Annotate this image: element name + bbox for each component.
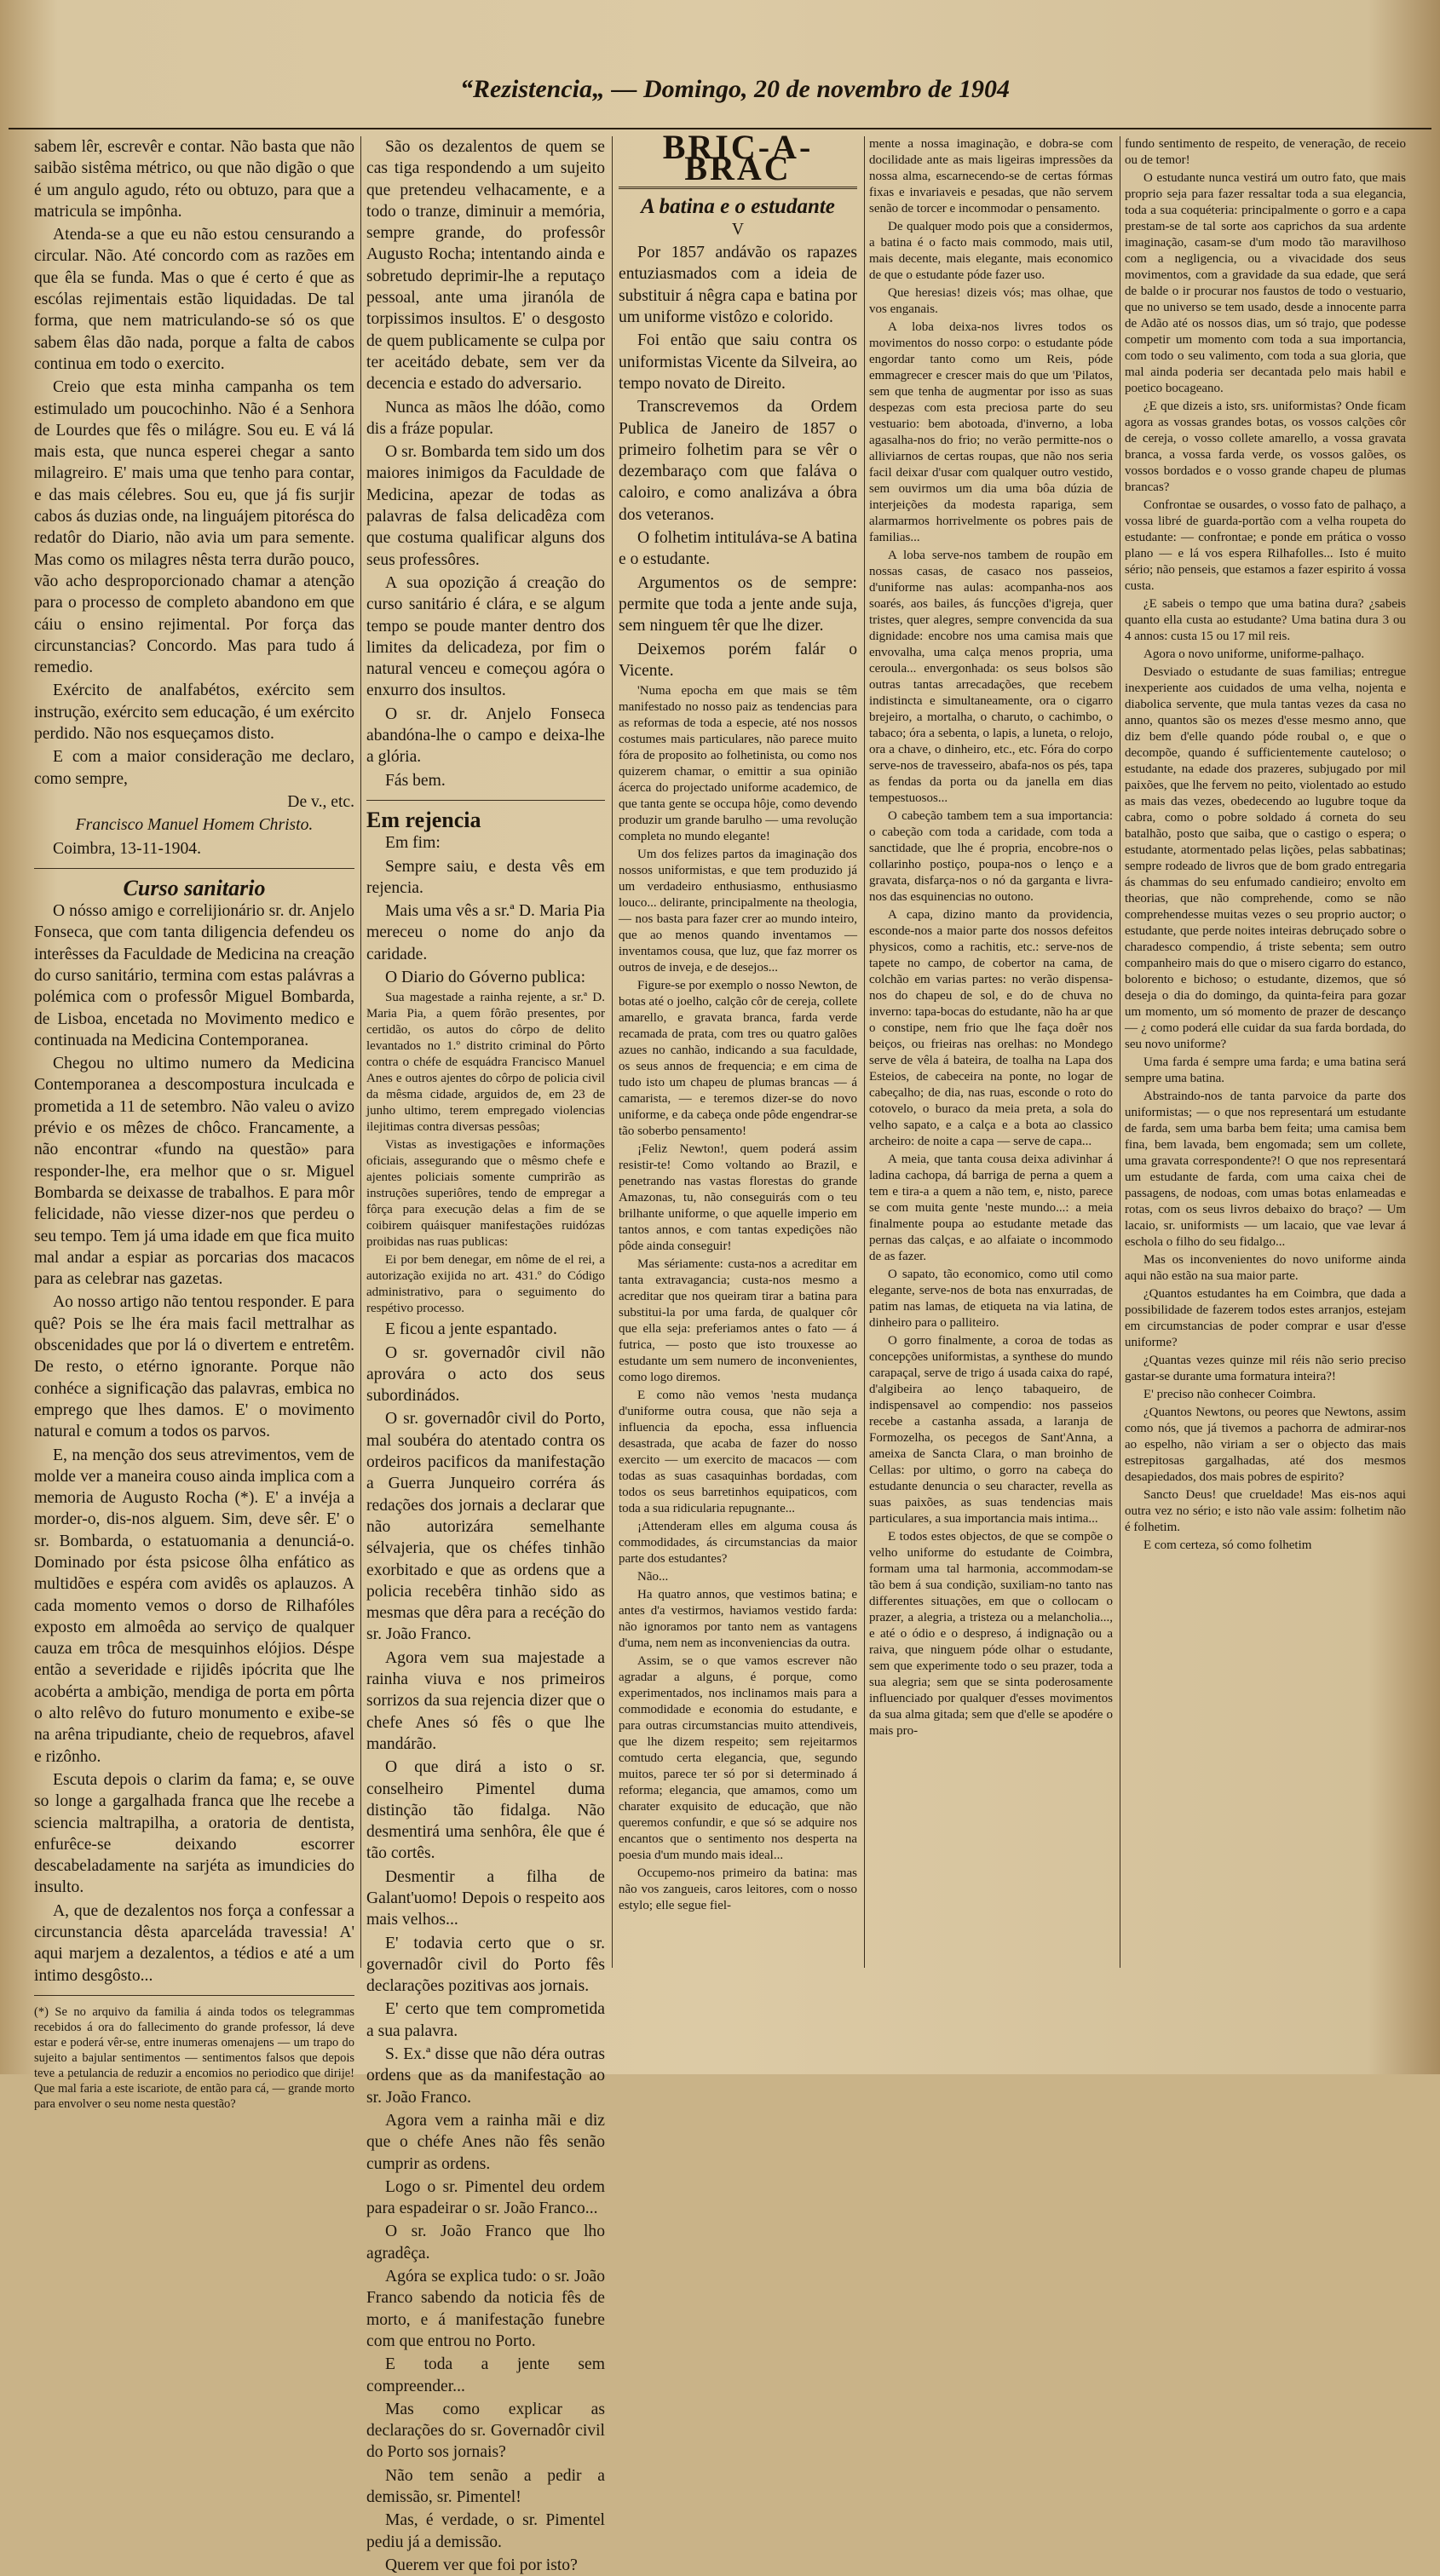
col2-paragraph: Querem ver que foi por isto? (385, 2556, 578, 2574)
col5-paragraph: Agora o novo uniforme, uniforme-palhaço. (1143, 647, 1365, 661)
col5-paragraph: Confrontae se ousardes, o vosso fato de palhaço, a vossa libré de guarda-portão com a velha roupeta do estudante: — confrontae; e ponde em prática o vosso plano — e lá vos espera Rilhafolles... Isto é muito sério; não penseis, que estamos a fazer espirito á vossa custa. (1125, 498, 1406, 593)
col4-paragraph: O gorro finalmente, a coroa de todas as concepções uniformistas, a synthese do mundo carapaçal, serve de trigo á usada caixa do rapé, d'algibeira ao lenço tabaqueiro, de indispensavel ao compendio: nos passeios recebe a castanha assada, a laranja de Formozelha, os pecegos de Sant'Anna, a ameixa de Sancta Clara, o man broinho de Cellas: por ultimo, o gorro na cabeça do estudante denuncia o seu character, revella as suas paixões, as suas tendencias mais particulares, a sua importancia mais intima... (869, 1334, 1113, 1526)
col1-paragraph: A, que de dezalentos nos força a confessar a circunstancia dêsta aparceláda travessia! A' aqui marjem a dezalentos, a tédios e até a um intimo desgôsto... (34, 1901, 354, 1985)
col5-paragraph: fundo sentimento de respeito, de veneração, de receio ou de temor! (1125, 137, 1406, 167)
col2-paragraph: Agóra se explica tudo: o sr. João Franco sabendo da noticia fês de morto, e á manifestação funebre com que entrou no Porto. (366, 2268, 605, 2350)
footnote: (*) Se no arquivo da familia á ainda todos os telegrammas recebidos á ora do fallecimento do grande professor, lá deve estar e poderá vêr-se, entre inumeras omenajens — um trapo do sujeito a bajular sentimentos — sentimentos falsos que depois teve a petulancia de reduzir a encomios no periodico que dirije! Que mal faria a este iscariote, de então para cá, — grande morto para envolver o seu nome nesta questão? (34, 2004, 354, 2111)
col3-paragraph: Transcrevemos da Ordem Publica de Janeiro de 1857 o primeiro folhetim para se vêr o dezembaraço com que faláva o caloiro, e como analizáva a óbra dos veteranos. (619, 398, 857, 524)
col5-paragraph: O estudante nunca vestirá um outro fato, que mais proprio seja para fazer ressaltar toda a sua elegancia, toda a sua coquéteria: principalmente o gorro e a capa prestam-se de tal sorte aos caprichos da sua ardente imaginação, casam-se d'um modo tão maravilhoso com a negligencia, ou a vivacidade dos seus movimentos, com a gravidade da sua edade, que será de balde o ir procurar nos faustos de todo o vestuario, que no universo se tem usado, desde a innocente parra de Adão até os nossos dias, um só trajo, que podesse competir um momento com toda a sua importancia, com todo o seu valimento, com toda a sua gloria, que mal ainda poderia ser decantada pelo mais habil e poetico bocageano. (1125, 171, 1406, 395)
col4-paragraph: Que heresias! dizeis vós; mas olhae, que vos enganais. (869, 286, 1113, 316)
col2-paragraph: O sr. João Franco que lho agradêça. (366, 2222, 605, 2263)
col2-paragraph: Agora vem sua majestade a rainha viuva e nos primeiros sorrizos da sua rejencia dizer que o chefe Anes só fês o que lhe mandárão. (366, 1648, 605, 1753)
col5-paragraph: ¿Quantos Newtons, ou peores que Newtons, assim como nós, que já tivemos a pachorra de admirar-nos ao espelho, não viriam a ser o objecto das mais estrepitosas gargalhadas, até dos mesmos desapiedados, dos mais pobres de espirito? (1125, 1406, 1406, 1484)
col5-paragraph: ¿E que dizeis a isto, srs. uniformistas? Onde ficam agora as vossas grandes botas, os vossos calções côr de cereja, o vosso collete amarello, a vossa gravata branca, a vossa farda verde, os vossos galões, os vossos bordados e o vosso grande chapeu de plumas brancas? (1125, 400, 1406, 494)
col1-paragraph: Atenda-se a que eu não estou censurando a circular. Não. Até concordo com as razões em que êla se funda. Mas o que é certo é que as escólas rejimentais estão liquidadas. De tal forma, que nem matriculando-se só os que sabem êlas dão nada, porque a falta de cabos continua em todo o exercito. (34, 226, 354, 373)
col2-paragraph: Mais uma vês a sr.ª D. Maria Pia mereceu o nome do anjo da caridade. (366, 902, 605, 963)
letter-signature: Francisco Manuel Homem Christo. (75, 816, 314, 835)
col3-quote: ¡Feliz Newton!, quem poderá assim resistir-te! Como voltando ao Brazil, e penetrando nas vastas florestas do grande Amazonas, tu, não conseguirás com o teu brilhante uniforme, o que aquelle imperio em tantos annos, e com tantas expedições não pôde ainda conseguir! (619, 1142, 857, 1254)
col3-paragraph: Deixemos porém falár o Vicente. (619, 640, 857, 680)
col3-paragraph: Argumentos os de sempre: permite que toda a jente ande suja, sem ninguem têr que lhe dizer. (619, 573, 857, 635)
column-4 (869, 136, 1113, 2010)
col2-paragraph: O sr. governadôr civil não aprovára o acto dos seus subordinádos. (366, 1343, 605, 1406)
col3-quote: Figure-se por exemplo o nosso Newton, de botas até o joelho, calção côr de cereja, collete amarello, e gravata branca, farda verde recamada de prata, com tres ou quatro galões azues no canhão, indicando a sua faculdade, os seus annos de frequencia; e em cima de tudo isto um chapeu de plumas brancas — á camarista, — e teremos dizer-se do novo uniforme, e da cabeça onde pôde engendrar-se tão soberbo pensamento! (619, 979, 857, 1139)
col2-paragraph: O Diario do Góverno publica: (385, 968, 586, 986)
col2-paragraph: S. Ex.ª disse que não déra outras ordens que as da manifestação ao sr. João Franco. (366, 2045, 605, 2107)
col2-paragraph: Sempre saiu, e desta vês em rejencia. (366, 857, 605, 897)
col4-paragraph: A meia, que tanta cousa deixa adivinhar á ladina cachopa, dá barriga de perna a quem a tem e tira-a a quem a não tem, e, nisto, parece se com muita gente 'neste mundo...: a meia finalmente poupa ao estudante metade das pernas das calças, e ao alfaiate o incommodo de as fazer. (869, 1153, 1113, 1263)
col2-paragraph: Desmentir a filha de Galant'uomo! Depois o respeito aos mais velhos... (366, 1867, 605, 1929)
column-separator (360, 136, 361, 1968)
col2-quote: Ei por bem denegar, em nôme de el rei, a autorização exijida no art. 431.º do Código administrativo, para o seguimento do respétivo processo. (366, 1253, 605, 1316)
column-separator (612, 136, 613, 1968)
col2-paragraph: Mas, é verdade, o sr. Pimentel pediu já a demissão. (366, 2511, 605, 2551)
col3-quote: Um dos felizes partos da imaginação dos nossos uniformistas, e que tem produzido já um verdadeiro enthusiasmo, enthusiasmo louco... delirante, principalmente na theologia, — nos basta para fazer crer ao mundo inteiro, que ao menos quando inventamos — inventamos cousa, que luz, que faz morrer os outros de inveja, e de desejos... (619, 848, 857, 975)
col1-paragraph: Exército de analfabétos, exército sem instrução, exército sem educação, é um exército perdido. Não nos esqueçamos disto. (34, 681, 354, 744)
col5-paragraph: Sancto Deus! que crueldade! Mas eis-nos aqui outra vez no sério; e isto não vale assim: folhetim não é folhetim. (1125, 1488, 1406, 1534)
col2-quote: Sua magestade a rainha rejente, a sr.ª D. Maria Pia, a quem fôrão presentes, por certidão, os autos do côrpo de delito levantados no 1.º distrito criminal do Pôrto contra o chéfe de esquádra Francisco Manuel Anes e outros ajentes do côrpo de policia civil da mêsma cidade, arguidos de, em 23 de junho ultimo, terem empregado violencias ilejitimas contra diversas pessôas; (366, 991, 605, 1135)
col2-paragraph: A sua opozição á creação do curso sanitário é clára, e se algum tempo se poude manter dentro dos limites da delicadeza, por fim o natural venceu e começou agóra o enxurro dos insultos. (366, 573, 605, 700)
col3-quote: Mas sériamente: custa-nos a acreditar em tanta extravagancia; custa-nos mesmo a acreditar que nos queiram tirar a batina para substitui-la por uma farda, de qualquer côr que ella seja: preferiamos antes o fato — á futrica, — posto que isto trouxesse ao estudante um sem numero de inconvenientes, como logo diremos. (619, 1257, 857, 1385)
col4-paragraph: De qualquer modo pois que a considermos, a batina é o facto mais commodo, mais util, mais decente, mais elegante, mais economico de que o estudante póde fazer uso. (869, 220, 1113, 282)
col3-quote: 'Numa epocha em que mais se têm manifestado no nosso paiz as tendencias para as reformas de toda a especie, até nos nossos costumes mais particulares, não parece muito fóra de proposito ao folhetinista, ou como nos quizerem chamar, o emittir a sua opinião ácerca do projectado uniforme academico, de que tanta gente se occupa hôje, como devendo produzir um grande barulho — uma revolução completa no mundo elegante! (619, 684, 857, 844)
col2-paragraph: Logo o sr. Pimentel deu ordem para espadeirar o sr. João Franco... (366, 2177, 605, 2218)
col2-paragraph: Fás bem. (385, 771, 446, 790)
col4-paragraph: O cabeção tambem tem a sua importancia: o cabeção com toda a caridade, com toda a sanctidade, que lhe é propria, encobre-nos o collarinho postiço, poupa-nos o lenço e a gravata, disfarça-nos o nó da garganta e livra-nos das esquinencias no outono. (869, 809, 1113, 904)
col2-paragraph: E' todavia certo que o sr. governadôr civil do Porto fês declarações pozitivas aos jornais. (366, 1934, 605, 1996)
col2-paragraph: Mas como explicar as declarações do sr. Governadôr civil do Porto sos jornais? (366, 2400, 605, 2462)
feature-masthead: BRIC-A-BRAC (662, 128, 814, 188)
col2-paragraph: Agora vem a rainha mãi e diz que o chéfe Anes não fês senão cumprir as ordens. (366, 2111, 605, 2173)
col3-paragraph: Por 1857 andávão os rapazes entuziasmados com a ideia de substituir á nêgra capa e batina por um uniforme vistôzo e colorido. (619, 244, 857, 327)
col3-quote: Occupemo-nos primeiro da batina: mas não vos zangueis, caros leitores, com o nosso estylo; elle segue fiel- (619, 1866, 857, 1913)
section-divider (366, 800, 605, 801)
column-1 (34, 136, 354, 2111)
col2-paragraph: E' certo que tem comprometida a sua palavra. (366, 2000, 605, 2040)
col4-paragraph: A capa, dizino manto da providencia, esconde-nos a maior parte dos nossos defeitos physicos, como a rachitis, etc.: serve-nos de tapete no campo, de cobertor na cama, de colchão em varias partes: no verão dispensa-nos do chapeu de sol, e do de chuva no inverno: tapa-bocas do estudante, não ha ar que o constipe, nem frio que lhe faça doêr nos beiços, ou frieiras nas orelhas: no Mondego serve de vêla á bateira, de toalha na Lapa dos Esteios, de cabeceira na ponte, no logar de cabeçalho; de dia, nas ruas, esconde o roto do cotovelo, o buraco da meia preta, a sola do velho sapato, e a calça e a bota ao classico archeiro: de noite a capa — serve de capa... (869, 908, 1113, 1148)
col5-paragraph: ¿Quantas vezes quinze mil réis não serio preciso gastar-se durante uma formatura inteira?! (1125, 1354, 1406, 1383)
col1-paragraph: sabem lêr, escrevêr e contar. Não basta que não saibão sistêma métrico, ou que não digão o que é um angulo agudo, réto ou obtuzo, para que a matricula se impônha. (34, 138, 354, 221)
letter-date: Coimbra, 13-11-1904. (53, 839, 201, 858)
col1-paragraph: Ao nosso artigo não tentou responder. E para quê? Pois se lhe éra mais facil mettralhar as obscenidades que por lá o divertem e entretêm. De resto, o etérno ignorante. Porque não conhéce a significação das palavras, embica no emprego que lhes damos. E' o movimento natural e comum a todos os parvos. (34, 1293, 354, 1441)
col3-quote: Ha quatro annos, que vestimos batina; e antes d'a vestirmos, haviamos vestido farda: não ignoramos por tanto nem as vantagens d'uma, nem nem as inconveniencias da outra. (619, 1588, 857, 1651)
col1-paragraph: Chegou no ultimo numero da Medicina Contemporanea a descompostura inculcada e prometida a 11 de setembro. Não valeu o avizo prévio e os mêzes de chôco. Francamente, a não encontrar «fundo na questão» para responder-lhe, era melhor que o sr. Miguel Bombarda se deixasse de trabalhos. E para môr felicidade, não viesse dizer-nos que perdeu o seu tempo. Tem já uma idade em que fica muito mal andar a espiar as porcarias dos macacos para as celebrar nas gazetas. (34, 1055, 354, 1289)
col3-paragraph: Foi então que saiu contra os uniformistas Vicente da Silveira, ao tempo novato de Direito. (619, 331, 857, 393)
col4-paragraph: E todos estes objectos, de que se compõe o velho uniforme do estudante de Coimbra, formam uma tal harmonia, accommodam-se tão bem á sua condição, suxiliam-no tanto nas differentes situações, em que o collocam o prazer, a alegria, a tristeza ou a melancholia..., e até o ódio e o despreso, á indignação ou a raiva, que ninguem póde olhar o estudante, sem que experimente todo o seu prazer, toda a sua alegria; sem que se sinta poderosamente influenciado por qualquer d'esses movimentos da sua alma gitada; sem que d'elle se apodére o mais pro- (869, 1530, 1113, 1738)
col2-paragraph: Não tem senão a pedir a demissão, sr. Pimentel! (366, 2466, 605, 2507)
col3-quote: ¡Attenderam elles em alguma cousa ás commodidades, ás circumstancias da maior parte dos estudantes? (619, 1520, 857, 1567)
col4-paragraph: A loba serve-nos tambem de roupão em nossas casas, de casaco nos passeios, d'uniforme nas aulas: acompanha-nos aos soarés, aos bailes, ás funcções d'igreja, quer tristes, quer alegres, sempre convencida da sua dignidade: encobre nos uma camisa mais que envovalha, uma calça menos propria, uma ceroula... envergonhada: os seus bolsos são outras tantas arrecadações, que recebem indistincta e simultaneamente, ora o cigarro brejeiro, a mortalha, o charuto, o cachimbo, o tabaco; óra a sebenta, o lapis, a luneta, o relojo, ora a chave, o dinheiro, etc., etc. Fóra do corpo serve-nos de travesseiro, abafa-nos os pés, tapa as fendas da porta ou da janella em dias tempestuosos... (869, 549, 1113, 805)
col1-paragraph: Escuta depois o clarim da fama; e, se ouve so longe a gargalhada franca que lhe recebe a sciencia maltrapilha, a oratoria de dentista, enfurêce-se deixando escorrer descabeladamente na sarjéta as imundicies do insulto. (34, 1770, 354, 1897)
column-2 (366, 136, 605, 2574)
col2-paragraph: E toda a jente sem compreender... (366, 2355, 605, 2395)
col1-paragraph: O nósso amigo e correlijionário sr. dr. Anjelo Fonseca, que com tanta diligencia defendeu os interêsses da Faculdade de Medicina na creação do curso sanitário, termina com estas palávras a polémica com o professôr Miguel Bombarda, de Lisboa, encetada no Movimento medico e continuada na Medicina Contemporanea. (34, 902, 354, 1049)
col2-paragraph: O sr. Bombarda tem sido um dos maiores inimigos da Faculdade de Medicina, apezar de todas as palavras de falsa delicadêza com que costuma qualificar alguns dos seus professôres. (366, 443, 605, 569)
col5-paragraph: E com certeza, só como folhetim (1143, 1538, 1312, 1552)
col4-paragraph: mente a nossa imaginação, e dobra-se com docilidade ante as mais ligeiras impressões da nossa alma, escarnecendo-se de certas fórmas fixas e invariaveis e pesadas, que não servem senão de torcer e incommodar o pensamento. (869, 137, 1113, 216)
col5-paragraph: ¿Quantos estudantes ha em Coimbra, que dada a possibilidade de fazerem todos estes arranjos, estejam em circumstancias de poder comprar e usar d'esse uniforme? (1125, 1287, 1406, 1349)
column-5 (1125, 136, 1406, 2010)
col3-quote: Não... (637, 1570, 669, 1584)
chapter-number: V (731, 220, 745, 239)
section-title-em-rejencia: Em rejencia (366, 807, 481, 832)
col5-paragraph: Abstraindo-nos de tanta parvoice da parte dos uniformistas; — o que nos representará um estudante de farda, sem uma barba bem feita; uma camisa bem fina, bem lavada, bem engomada; sem um collete, uma gravata correspondente?! O que nos representará um estudante de farda, com uma caixa chei de passagens, de nodoas, com umas botas enlameadas e rotas, com os seus livros debaixo do braço? — Um lacaio, sr. uniformists — um lacaio, que vae levar á eschola o filho do seu fidalgo... (1125, 1090, 1406, 1249)
col5-paragraph: ¿E sabeis o tempo que uma batina dura? ¿sabeis quanto ella custa ao estudante? Uma batina dura 3 ou 4 annos: custa 15 ou 17 mil reis. (1125, 597, 1406, 643)
col1-paragraph: E com a maior consideração me declaro, como sempre, (34, 748, 354, 788)
header-title: “Rezistencia„ — Domingo, 20 de novembro de 1904 (460, 75, 1010, 103)
col2-paragraph: O sr. dr. Anjelo Fonseca abandóna-lhe o campo e deixa-lhe a glória. (366, 704, 605, 767)
col2-paragraph: O que dirá a isto o sr. conselheiro Pimentel duma distinção tão fidalga. Não desmentirá uma senhôra, êle que é tão cortês. (366, 1758, 605, 1863)
col2-paragraph: O sr. governadôr civil do Porto, mal soubéra do atentado contra os ordeiros pacificos da manifestação a Guerra Junqueiro corréra ás redações dos jornais a declarar que não autorizára semelhante sélvajeria, que os chéfes tinhão exorbitado e que as ordens que a policia recebêra tinhão sido as mesmas que dêra para a recéção do sr. João Franco. (366, 1410, 605, 1644)
col2-paragraph: São os dezalentos de quem se cas tiga respondendo a um sujeito que pretendeu velhacamente, e a todo o tranze, diminuir a memória, sempre grande, do professôr Augusto Rocha; intentando ainda e sobretudo deprimir-lhe a reputaço pessoal, ante uma jiranóla de torpissimos insultos. E' o desgosto de quem publicamente se culpa por ter aceitádo debate, sem ver da decencia e estado do adversario. (366, 138, 605, 394)
col5-paragraph: Desviado o estudante de suas familias; entregue inexperiente aos cuidados de uma velha, nojenta e diabolica servente, que mula tantas vezes da casa no anno, quantos são os mezes d'esse mesmo anno, que diz bem d'elle quando póde roubal o, e que o decompõe, quando é sufficientemente cauteloso; o estudante, na edade dos prazeres, subjugado por mil paixões, que lhe fervem no peito, violentado ao estudo as mais das vezes, obedecendo ao lugubre toque da cabra, como o pobre soldado á corneta do seu batalhão, posto que saiba, que o castigo o espera; o estudante, atormentado pelas lições, pelas sabbatinas; sempre rodeado de livros que de bom grado entregaria ás chammas do seu enfumado candieiro; envolto em theorias, que não comprehende, como se não comprehendesse muitas vezes o seu proprio auctor; o estudante, que perde noites inteiras debruçado sobre o charadesco compendio, á triste sebenta; sem outro companheiro mais do que o misero cigarro do estanco, bolorento e bichoso; o estudante, dizemos, que só deseja o dia do domingo, da quinta-feira para gozar um momento, um só momento de prazer de descanço — ¿ como poderá elle cuidar da sua farda bordada, do seu novo uniforme? (1125, 665, 1406, 1051)
col1-paragraph: E, na menção dos seus atrevimentos, vem de molde ver a maneira couso ainda implica com a memoria de Augusto Rocha (*). E' a invéja a morder-o, dis-nos alguem. Sim, deve sêr. E' o sr. Bombarda, o estatuomania a denunciá-o. Dominado por ésta psicose ôlha enfático as multidões e espéra com avidês os aplauzos. A cada momento vemos o dorso de Rilhafóles exposto em almoêda ao serviço de qualquer cauza em trôca de mesquinhos elójios. Déspe então a severidade e rijidês ipócrita que lhe acobérta a ambição, mendiga de porta em pôrta o alto relêvo do futuro monumento e exibe-se na arêna tripudiante, cheio de requebros, afavel e rizônho. (34, 1446, 354, 1766)
col2-paragraph: E ficou a jente espantado. (385, 1320, 557, 1339)
page-header (34, 75, 1406, 126)
col4-paragraph: O sapato, tão economico, como util como elegante, serve-nos de bota nas enxurradas, de patim nas lamas, de etiqueta na via latina, de dinheiro para o palliteiro. (869, 1268, 1113, 1330)
footnote-divider (34, 1995, 354, 1996)
col5-paragraph: E' preciso não conhecer Coimbra. (1143, 1388, 1316, 1401)
col4-paragraph: A loba deixa-nos livres todos os movimentos do nosso corpo: o estudante póde engordar tanto como um Reis, póde emmagrecer e crescer mais do que um 'Pilatos, sem que tenha de augmentar por isso as suas despezas com esta preciosa parte do seu vestuario: bem abotoada, d'inverno, a loba agasalha-nos do frio; no verão permitte-nos o alliviarnos de certas roupas, que não nos seria facil deixar d'usar com qualquer outro vestido, sem ouvirmos um dia uma bôa dúzia de interjeições da modesta rapariga, sem alarmarmos horrivelmente os pobres pais de familias... (869, 320, 1113, 544)
col5-paragraph: Mas os inconvenientes do novo uniforme ainda aqui não estão na sua maior parte. (1125, 1253, 1406, 1283)
column-3 (619, 128, 857, 2010)
col3-paragraph: O folhetim intituláva-se A batina e o estudante. (619, 529, 857, 569)
letter-signoff: De v., etc. (287, 792, 354, 811)
col3-quote: E como não vemos 'nesta mudança d'uniforme outra cousa, que não seja a influencia da epocha, essa influencia desastrada, que acaba de fazer do nosso exercito — um exercito de macacos — com todas as suas casaquinhas bordadas, com todos os seus barretinhos equipaticos, com toda a sua ridicularia repugnante... (619, 1389, 857, 1516)
column-separator (864, 136, 865, 1968)
col3-quote: Assim, se o que vamos escrever não agradar a alguns, é porque, como experimentados, nos inclinamos mais para a commodidade e economia do estudante, e para outras circumstancias muito attendiveis, que lhe dizem respeito; sem rejeitarmos comtudo certa elegancia, que, segundo muitos, parece ter só por si determinado á reforma; elegancia, que amamos, como um charater exquisito de educação, que não queremos confundir, e que só se adquire nos encantos que o sentimento nos desperta na poesia d'um mundo mais ideal... (619, 1654, 857, 1863)
col2-paragraph: Nunca as mãos lhe dóão, como dis a fráze popular. (366, 398, 605, 438)
feature-subtitle: A batina e o estudante (641, 194, 835, 218)
col1-paragraph: Creio que esta minha campanha os tem estimulado um poucochinho. Não é a Senhora de Lourdes que fês o milágre. Sou eu. E vá lá mais esta, que nunca esperei chegar a santo milagreiro. E' mais uma que tenho para contar, e das mais célebres. Sou eu, que já fis surjir cabos ás duzias onde, na linguájem pitorésca do redatôr do Diario, não avia um para semente. Mas como os milagres nêsta terra durão pouco, vão acho desproporcionado chamar a atenção para o processo de completo abandono em que cáiu o ensino rejimental. Por força das circunstancias? Concordo. Mas para tudo á remedio. (34, 378, 354, 677)
section-divider (34, 868, 354, 869)
col2-paragraph: Em fim: (385, 834, 441, 853)
col2-quote: Vistas as investigações e informações oficiais, assegurando que o mêsmo chefe e ajentes policiais somente cumprirão as instruções superiôres, tendo de empregar a fôrça para execução delas a fim de se coibirem quáisquer manifestações ruidózas proibidas nas ruas publicas: (366, 1138, 605, 1250)
col5-paragraph: Uma farda é sempre uma farda; e uma batina será sempre uma batina. (1125, 1055, 1406, 1085)
section-title-curso-sanitario: Curso sanitario (123, 875, 266, 900)
